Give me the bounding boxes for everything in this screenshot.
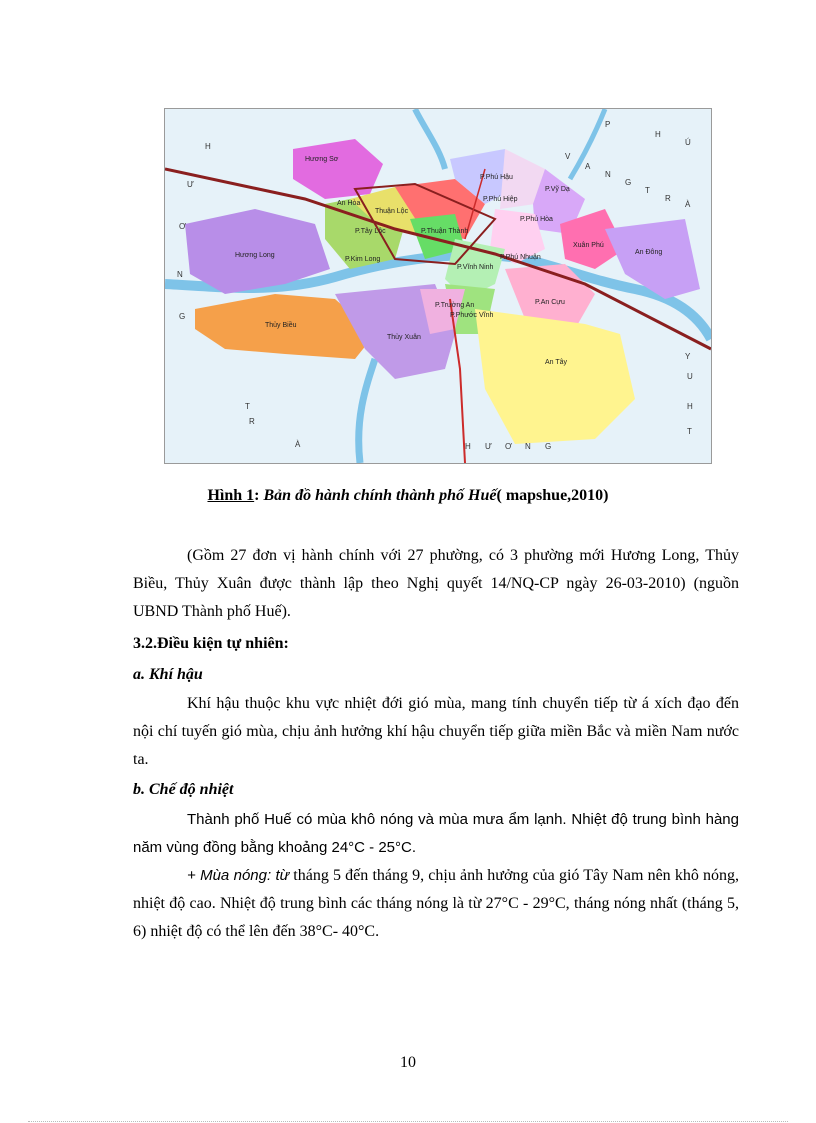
- section-heading: 3.2.Điều kiện tự nhiên:: [133, 635, 289, 652]
- svg-text:P.Phú Hậu: P.Phú Hậu: [480, 174, 513, 181]
- svg-text:H: H: [687, 402, 694, 411]
- svg-text:T: T: [245, 402, 251, 411]
- svg-text:P.Phú Hiệp: P.Phú Hiệp: [483, 196, 518, 203]
- page-divider: [28, 1121, 788, 1122]
- climate-paragraph: Khí hậu thuộc khu vực nhiệt đới gió mùa, mang tính chuyển tiếp từ á xích đạo đến nội chí tuyến gió mùa, chịu ảnh hưởng khí hậu chuyển tiếp giữa miền Bắc và miền Nam nước ta.: [133, 695, 739, 768]
- svg-text:P.Phú Hòa: P.Phú Hòa: [520, 216, 553, 223]
- svg-text:A: A: [585, 162, 592, 171]
- svg-text:P.Thuận Thành: P.Thuận Thành: [421, 228, 469, 235]
- svg-text:T: T: [687, 427, 693, 436]
- svg-text:À: À: [295, 440, 302, 449]
- svg-text:P.Phú Nhuận: P.Phú Nhuận: [500, 254, 541, 261]
- svg-text:P.Phước Vĩnh: P.Phước Vĩnh: [450, 312, 494, 319]
- map-figure: [164, 108, 712, 464]
- svg-text:R: R: [665, 194, 672, 203]
- svg-text:P.Trường An: P.Trường An: [435, 302, 475, 309]
- svg-text:P.Vĩnh Ninh: P.Vĩnh Ninh: [457, 264, 494, 271]
- svg-text:P.An Cựu: P.An Cựu: [535, 299, 565, 306]
- svg-text:G: G: [179, 312, 187, 321]
- hot-season-text: tháng 5 đến tháng 9, chịu ảnh hưởng của gió Tây Nam nên khô nóng, nhiệt độ cao. Nhiệt độ trung bình các tháng nóng là từ 27°C - 29°C, tháng nóng nhất (tháng 5, 6) nhiệt độ có thể lên đến 38°C- 40°C.: [133, 867, 739, 940]
- svg-text:Ơ: Ơ: [179, 222, 187, 231]
- caption-number: Hình 1: [207, 487, 255, 504]
- svg-text:G: G: [545, 442, 553, 451]
- svg-text:P.Tây Lộc: P.Tây Lộc: [355, 228, 386, 235]
- svg-text:An Đông: An Đông: [635, 249, 663, 256]
- svg-text:Thuận Lộc: Thuận Lộc: [375, 208, 409, 215]
- svg-text:H: H: [655, 130, 662, 139]
- svg-text:Thủy Biều: Thủy Biều: [265, 322, 297, 329]
- svg-text:Ơ: Ơ: [505, 442, 513, 451]
- hue-admin-map: [165, 109, 711, 463]
- svg-text:Ú: Ú: [685, 138, 692, 147]
- svg-text:H: H: [205, 142, 212, 151]
- hot-season-label: + Mùa nóng: từ: [187, 867, 290, 884]
- svg-text:T: T: [645, 186, 651, 195]
- svg-text:Xuân Phú: Xuân Phú: [573, 242, 604, 249]
- svg-text:P.Kim Long: P.Kim Long: [345, 256, 381, 263]
- svg-text:V: V: [565, 152, 572, 161]
- svg-text:N: N: [525, 442, 532, 451]
- subheading-climate: a. Khí hậu: [133, 666, 203, 683]
- hot-season-paragraph: [133, 862, 739, 946]
- svg-text:U: U: [687, 372, 694, 381]
- svg-text:G: G: [625, 178, 633, 187]
- caption-source: ( mapshue,2010): [496, 487, 609, 504]
- svg-text:An Hòa: An Hòa: [337, 200, 361, 207]
- heat-text: Thành phố Huế có mùa khô nóng và mùa mưa ẩm lạnh. Nhiệt độ trung bình hàng năm vùng đồng bằng khoảng 24°C - 25°C.: [133, 811, 739, 856]
- svg-text:Ư: Ư: [187, 180, 195, 189]
- svg-text:Ư: Ư: [485, 442, 493, 451]
- subheading-heat: b. Chế độ nhiệt: [133, 781, 234, 798]
- svg-text:Thủy Xuân: Thủy Xuân: [387, 334, 421, 341]
- caption-separator: :: [254, 487, 264, 504]
- intro-paragraph: (Gồm 27 đơn vị hành chính với 27 phường, có 3 phường mới Hương Long, Thủy Biều, Thủy Xuân được thành lập theo Nghị quyết 14/NQ-CP ngày 26-03-2010) (nguồn UBND Thành phố Huế).: [133, 547, 739, 620]
- svg-text:N: N: [177, 270, 184, 279]
- svg-text:R: R: [249, 417, 256, 426]
- svg-text:H: H: [465, 442, 472, 451]
- svg-text:Y: Y: [685, 352, 692, 361]
- svg-text:Hương Sơ: Hương Sơ: [305, 156, 339, 163]
- svg-text:P: P: [605, 120, 612, 129]
- heat-paragraph: [133, 806, 739, 862]
- svg-text:P.Vỹ Dạ: P.Vỹ Dạ: [545, 186, 570, 193]
- page-number: 10: [400, 1054, 416, 1071]
- svg-text:Hương Long: Hương Long: [235, 252, 275, 259]
- svg-text:N: N: [605, 170, 612, 179]
- caption-title: Bản đồ hành chính thành phố Huế: [263, 487, 497, 504]
- figure-caption: [0, 487, 816, 505]
- svg-text:An Tây: An Tây: [545, 359, 568, 366]
- svg-text:À: À: [685, 200, 692, 209]
